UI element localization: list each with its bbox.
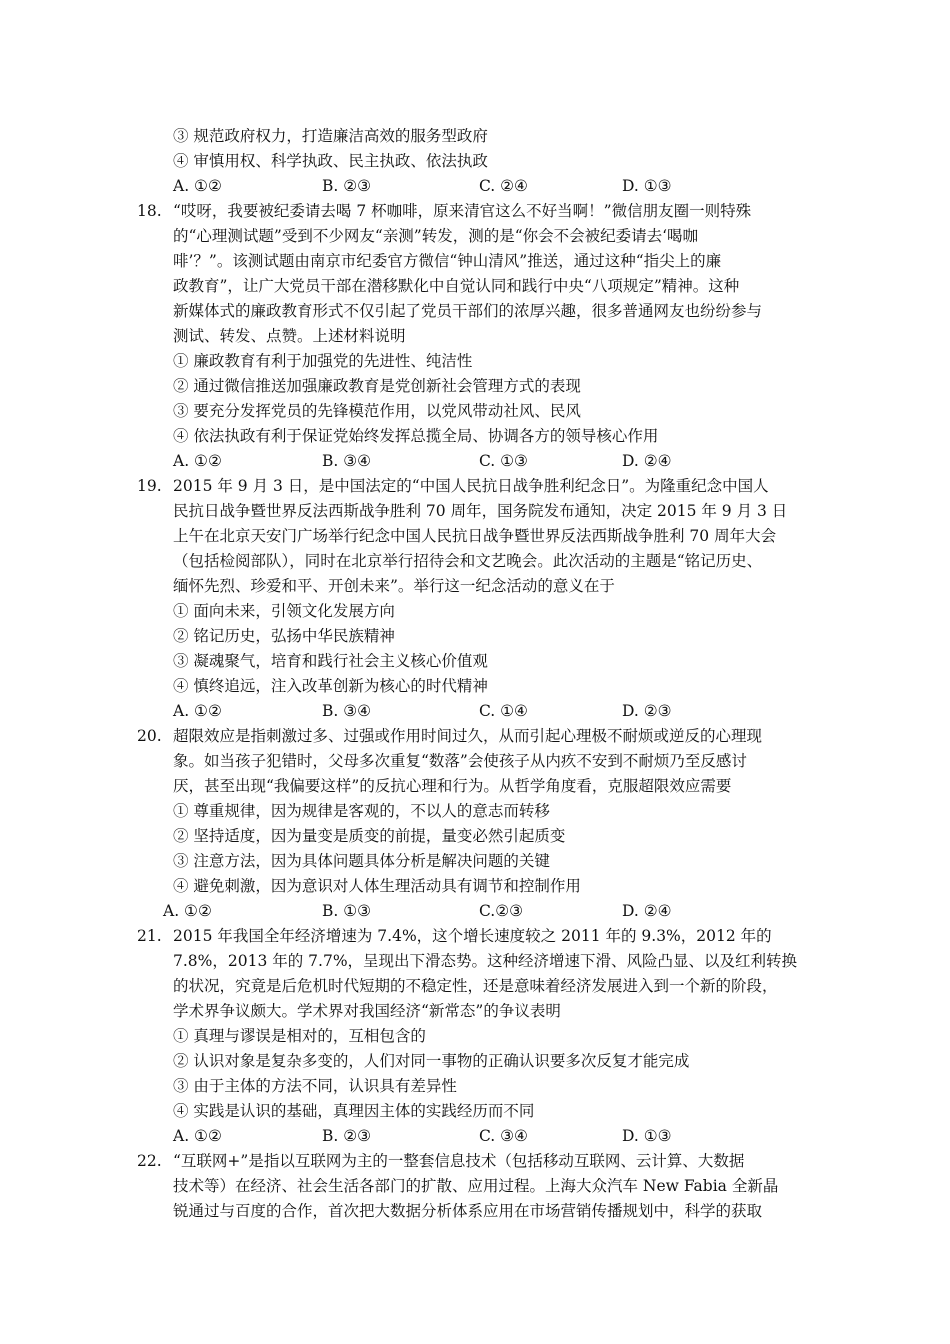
q18-stem-line: 政教育”，让广大党员干部在潜移默化中自觉认同和践行中央“八项规定”精神。这种	[173, 277, 740, 295]
q19-stem-line: 2015 年 9 月 3 日，是中国法定的“中国人民抗日战争胜利纪念日”。为隆重纪念中国人	[173, 477, 769, 495]
q20-number: 20.	[137, 727, 162, 745]
q21-option-2: ② 认识对象是复杂多变的，人们对同一事物的正确认识要多次反复才能完成	[173, 1052, 690, 1070]
q18-option-1: ① 廉政教育有利于加强党的先进性、纯洁性	[173, 352, 473, 370]
q21-number: 21.	[137, 927, 162, 945]
q22-stem-line: 锐通过与百度的合作，首次把大数据分析体系应用在市场营销传播规划中，科学的获取	[173, 1202, 763, 1220]
q19-choice-a: A. ①②	[173, 702, 222, 720]
q22-number: 22.	[137, 1152, 162, 1170]
q20-choice-c: C.②③	[479, 902, 524, 920]
q18-option-4: ④ 依法执政有利于保证党始终发挥总揽全局、协调各方的领导核心作用	[173, 427, 659, 445]
q17-choice-c: C. ②④	[479, 177, 528, 195]
q17-choice-b: B. ②③	[322, 177, 372, 195]
q20-choice-a: A. ①②	[163, 902, 212, 920]
q18-option-3: ③ 要充分发挥党员的先锋模范作用，以党风带动社风、民风	[173, 402, 581, 420]
q20-choice-d: D. ②④	[622, 902, 672, 920]
q20-option-4: ④ 避免刺激，因为意识对人体生理活动具有调节和控制作用	[173, 877, 581, 895]
q18-option-2: ② 通过微信推送加强廉政教育是党创新社会管理方式的表现	[173, 377, 581, 395]
q18-choice-a: A. ①②	[173, 452, 222, 470]
q21-option-1: ① 真理与谬误是相对的，互相包含的	[173, 1027, 426, 1045]
q20-option-3: ③ 注意方法，因为具体问题具体分析是解决问题的关键	[173, 852, 550, 870]
q18-stem-line: “哎呀，我要被纪委请去喝 7 杯咖啡，原来清官这么不好当啊！”微信朋友圈一则特殊	[173, 202, 752, 220]
q19-option-2: ② 铭记历史，弘扬中华民族精神	[173, 627, 395, 645]
q20-option-2: ② 坚持适度，因为量变是质变的前提，量变必然引起质变	[173, 827, 566, 845]
q18-choice-d: D. ②④	[622, 452, 672, 470]
q22-stem-line: “互联网+”是指以互联网为主的一整套信息技术（包括移动互联网、云计算、大数据	[173, 1152, 745, 1170]
q20-choice-b: B. ①③	[322, 902, 372, 920]
q18-stem-line: 测试、转发、点赞。上述材料说明	[173, 327, 406, 345]
q19-option-1: ① 面向未来，引领文化发展方向	[173, 602, 395, 620]
q17-choice-a: A. ①②	[173, 177, 222, 195]
q18-stem-line: 啡’？”。该测试题由南京市纪委官方微信“钟山清风”推送，通过这种“指尖上的廉	[173, 252, 722, 270]
q21-choice-c: C. ③④	[479, 1127, 528, 1145]
q18-choice-c: C. ①③	[479, 452, 528, 470]
q21-stem-line: 2015 年我国全年经济增速为 7.4%，这个增长速度较之 2011 年的 9.3%，2012 年的	[173, 927, 772, 945]
q21-option-3: ③ 由于主体的方法不同，认识具有差异性	[173, 1077, 457, 1095]
q21-stem-line: 7.8%，2013 年的 7.7%，呈现出下滑态势。这种经济增速下滑、风险凸显、以及红利转换	[173, 952, 798, 970]
q19-choice-c: C. ①④	[479, 702, 528, 720]
q17-choice-d: D. ①③	[622, 177, 672, 195]
q19-choice-d: D. ②③	[622, 702, 672, 720]
q19-stem-line: 上午在北京天安门广场举行纪念中国人民抗日战争暨世界反法西斯战争胜利 70 周年大会	[173, 527, 777, 545]
q20-stem-line: 象。如当孩子犯错时，父母多次重复“数落”会使孩子从内疚不安到不耐烦乃至反感讨	[173, 752, 747, 770]
q21-choice-a: A. ①②	[173, 1127, 222, 1145]
q19-stem-line: （包括检阅部队），同时在北京举行招待会和文艺晚会。此次活动的主题是“铭记历史、	[173, 552, 763, 570]
q19-option-4: ④ 慎终追远，注入改革创新为核心的时代精神	[173, 677, 488, 695]
q22-stem-line: 技术等）在经济、社会生活各部门的扩散、应用过程。上海大众汽车 New Fabia 全新晶	[173, 1177, 779, 1195]
q18-choice-b: B. ③④	[322, 452, 372, 470]
q19-stem-line: 缅怀先烈、珍爱和平、开创未来”。举行这一纪念活动的意义在于	[173, 577, 615, 595]
q21-stem-line: 学术界争议颇大。学术界对我国经济“新常态”的争议表明	[173, 1002, 561, 1020]
q21-option-4: ④ 实践是认识的基础，真理因主体的实践经历而不同	[173, 1102, 535, 1120]
q17-option-4: ④ 审慎用权、科学执政、民主执政、依法执政	[173, 152, 488, 170]
q19-choice-b: B. ③④	[322, 702, 372, 720]
q20-option-1: ① 尊重规律，因为规律是客观的，不以人的意志而转移	[173, 802, 550, 820]
q18-number: 18.	[137, 202, 162, 220]
q18-stem-line: 新媒体式的廉政教育形式不仅引起了党员干部们的浓厚兴趣，很多普通网友也纷纷参与	[173, 302, 763, 320]
q18-stem-line: 的“心理测试题”受到不少网友“亲测”转发，测的是“你会不会被纪委请去‘喝咖	[173, 227, 699, 245]
q20-stem-line: 厌，甚至出现“我偏要这样”的反抗心理和行为。从哲学角度看，克服超限效应需要	[173, 777, 732, 795]
q21-stem-line: 的状况，究竟是后危机时代短期的不稳定性，还是意味着经济发展进入到一个新的阶段，	[173, 977, 778, 995]
q19-number: 19.	[137, 477, 162, 495]
q19-option-3: ③ 凝魂聚气，培育和践行社会主义核心价值观	[173, 652, 488, 670]
q19-stem-line: 民抗日战争暨世界反法西斯战争胜利 70 周年，国务院发布通知，决定 2015 年 9 月 3 日	[173, 502, 788, 520]
q17-option-3: ③ 规范政府权力，打造廉洁高效的服务型政府	[173, 127, 488, 145]
q21-choice-b: B. ②③	[322, 1127, 372, 1145]
q20-stem-line: 超限效应是指刺激过多、过强或作用时间过久，从而引起心理极不耐烦或逆反的心理现	[173, 727, 763, 745]
q21-choice-d: D. ①③	[622, 1127, 672, 1145]
